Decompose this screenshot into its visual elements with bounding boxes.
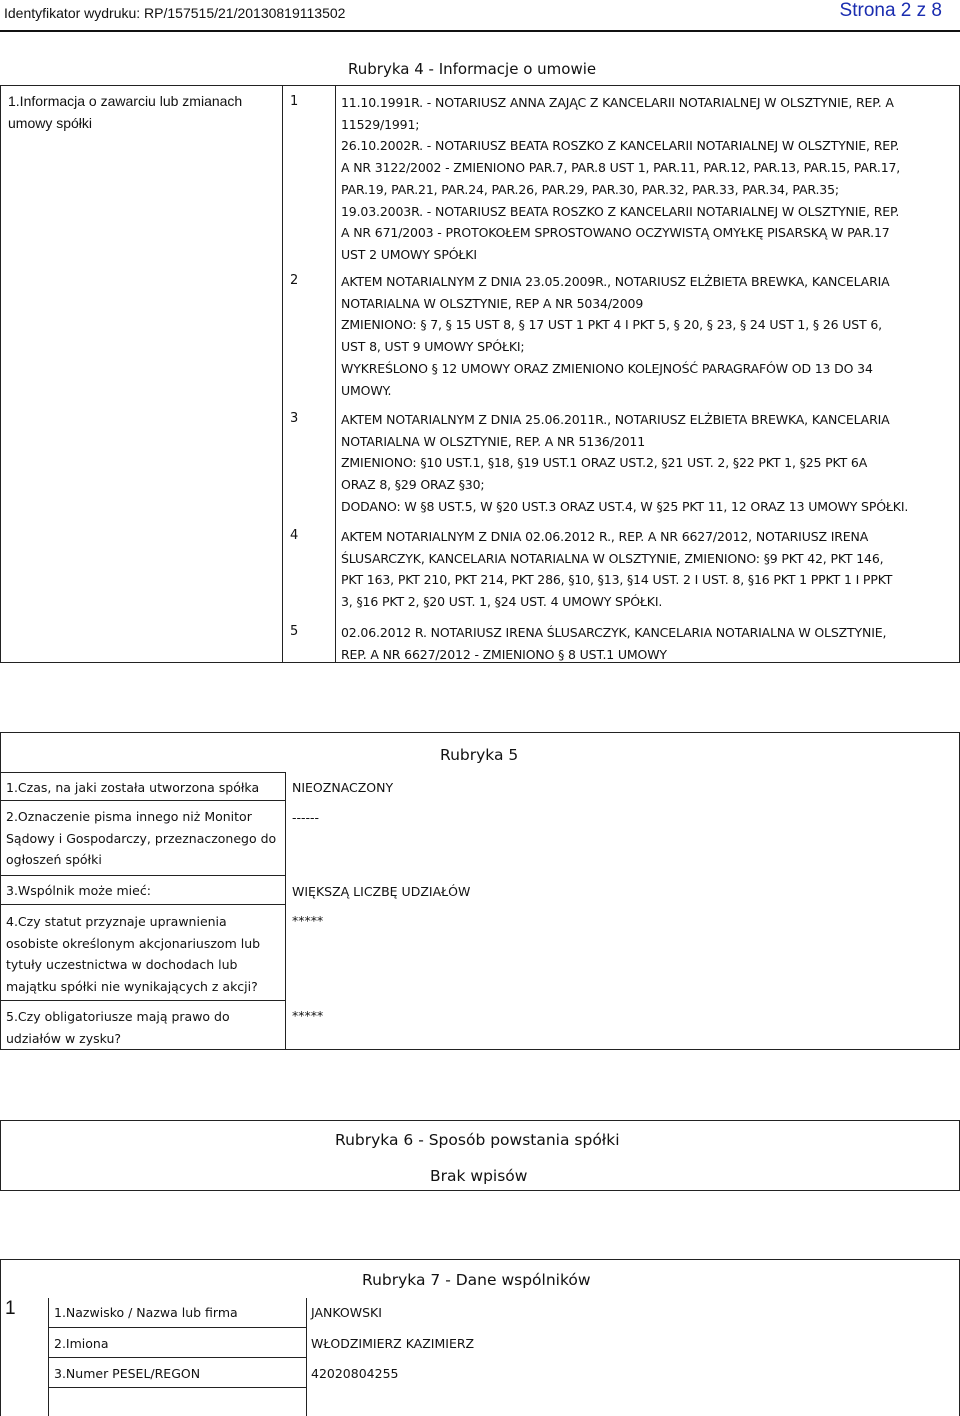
r7-row-rule <box>48 1357 307 1358</box>
r4-border-left <box>0 85 1 663</box>
entry-line: PKT 163, PKT 210, PKT 214, PKT 286, §10, §13, §14 UST. 2 I UST. 8, §16 PKT 1 PPKT 1 I PPKT <box>341 572 893 588</box>
entry-line: NOTARIALNA W OLSZTYNIE, REP. A NR 5136/2011 <box>341 433 645 449</box>
page-number: Strona 2 z 8 <box>839 0 942 21</box>
entry-line: UST 8, UST 9 UMOWY SPÓŁKI; <box>341 339 525 355</box>
r7-value: 42020804255 <box>311 1366 399 1381</box>
print-identifier: Identyfikator wydruku: RP/157515/21/20130819113502 <box>4 5 346 21</box>
entry-line: WYKREŚLONO § 12 UMOWY ORAZ ZMIENIONO KOLEJNOŚĆ PARAGRAFÓW OD 13 DO 34 <box>341 360 873 376</box>
entry-text <box>341 271 957 401</box>
r5-value: ***** <box>292 913 324 928</box>
rubryka7-title: Rubryka 7 - Dane wspólników <box>362 1271 591 1289</box>
r5-row-rule <box>0 772 286 773</box>
entry-line: A NR 671/2003 - PROTOKOŁEM SPROSTOWANO OCZYWISTĄ OMYŁKĘ PISARSKĄ W PAR.17 <box>341 225 890 241</box>
entry-text <box>341 92 957 266</box>
r4-divider-label <box>282 85 283 663</box>
entry-number: 1 <box>290 94 299 109</box>
r5-value: ------ <box>292 810 320 825</box>
entry-line: ZMIENIONO: §10 UST.1, §18, §19 UST.1 ORAZ UST.2, §21 UST. 2, §22 PKT 1, §25 PKT 6A <box>341 455 868 471</box>
r5-label: 5.Czy obligatoriusze mają prawo do udziałów w zysku? <box>6 1009 230 1046</box>
r7-label: 2.Imiona <box>54 1336 109 1351</box>
r7-label: 1.Nazwisko / Nazwa lub firma <box>54 1305 238 1320</box>
entry-line: DODANO: W §8 UST.5, W §20 UST.3 ORAZ UST.4, W §25 PKT 11, 12 ORAZ 13 UMOWY SPÓŁKI. <box>341 498 909 514</box>
rubryka6-title: Rubryka 6 - Sposób powstania spółki <box>335 1131 620 1149</box>
entry-line: 3, §16 PKT 2, §20 UST. 1, §24 UST. 4 UMOWY SPÓŁKI. <box>341 594 663 610</box>
entry-number: 3 <box>290 411 299 426</box>
rubryka6-value: Brak wpisów <box>430 1167 528 1185</box>
r5-divider <box>285 772 286 1050</box>
entry-text <box>341 409 957 518</box>
r5-row-rule <box>0 904 286 905</box>
entry-line: 02.06.2012 R. NOTARIUSZ IRENA ŚLUSARCZYK, KANCELARIA NOTARIALNA W OLSZTYNIE, <box>341 625 887 640</box>
entry-line: A NR 3122/2002 - ZMIENIONO PAR.7, PAR.8 UST 1, PAR.11, PAR.12, PAR.13, PAR.15, PAR.17, <box>341 160 901 176</box>
rubryka5-title: Rubryka 5 <box>440 746 519 764</box>
r4-divider-num <box>335 85 336 663</box>
r5-row-rule <box>0 875 286 876</box>
r4-border-top <box>0 85 960 86</box>
r5-value: ***** <box>292 1008 324 1023</box>
r5-value: WIĘKSZĄ LICZBĘ UDZIAŁÓW <box>292 884 471 899</box>
entry-line: REP. A NR 6627/2012 - ZMIENIONO § 8 UST.1 UMOWY <box>341 646 667 662</box>
r5-border-bottom <box>0 1049 960 1050</box>
entry-number: 5 <box>290 624 299 639</box>
print-header <box>0 0 960 28</box>
entry-line: PAR.19, PAR.21, PAR.24, PAR.26, PAR.29, PAR.30, PAR.32, PAR.33, PAR.34, PAR.35; <box>341 181 839 197</box>
r7-value: JANKOWSKI <box>311 1305 382 1320</box>
entry-number: 4 <box>290 528 299 543</box>
entry-line: 11529/1991; <box>341 116 420 132</box>
entry-number: 2 <box>290 273 299 288</box>
entry-line: AKTEM NOTARIALNYM Z DNIA 23.05.2009R., NOTARIUSZ ELŻBIETA BREWKA, KANCELARIA <box>341 274 890 289</box>
r7-border-left <box>0 1259 1 1416</box>
r6-border-left <box>0 1120 1 1191</box>
entry-line: ŚLUSARCZYK, KANCELARIA NOTARIALNA W OLSZTYNIE, ZMIENIONO: §9 PKT 42, PKT 146, <box>341 550 884 566</box>
entry-text <box>341 622 957 665</box>
entry-line: UMOWY. <box>341 382 392 398</box>
entry-line: 26.10.2002R. - NOTARIUSZ BEATA ROSZKO Z KANCELARII NOTARIALNEJ W OLSZTYNIE, REP. <box>341 138 900 154</box>
rubryka4-title: Rubryka 4 - Informacje o umowie <box>348 60 597 78</box>
entry-line: UST 2 UMOWY SPÓŁKI <box>341 246 477 262</box>
entry-line: NOTARIALNA W OLSZTYNIE, REP A NR 5034/2009 <box>341 295 644 311</box>
r5-label: 2.Oznaczenie pisma innego niż Monitor Sądowy i Gospodarczy, przeznaczonego do ogłoszeń spółki <box>6 809 277 867</box>
r6-border-top <box>0 1120 960 1121</box>
entry-line: AKTEM NOTARIALNYM Z DNIA 02.06.2012 R., REP. A NR 6627/2012, NOTARIUSZ IRENA <box>341 529 869 544</box>
r7-row-rule <box>48 1387 307 1388</box>
r5-label: 3.Wspólnik może mieć: <box>6 883 151 898</box>
entry-line: ZMIENIONO: § 7, § 15 UST 8, § 17 UST 1 PKT 4 I PKT 5, § 20, § 23, § 24 UST 1, § 26 UST 6, <box>341 317 882 333</box>
entry-text <box>341 526 957 613</box>
header-rule <box>0 30 960 32</box>
r7-border-top <box>0 1259 960 1260</box>
r7-index: 1 <box>5 1298 16 1319</box>
r7-row-rule <box>48 1327 307 1328</box>
entry-line: AKTEM NOTARIALNYM Z DNIA 25.06.2011R., NOTARIUSZ ELŻBIETA BREWKA, KANCELARIA <box>341 412 890 427</box>
r5-value: NIEOZNACZONY <box>292 780 394 795</box>
r7-label: 3.Numer PESEL/REGON <box>54 1366 201 1381</box>
r5-label: 4.Czy statut przyznaje uprawnienia osobiste określonym akcjonariuszom lub tytuły uczestnictwa w dochodach lub majątku spółki nie wynikających z akcji? <box>6 914 261 994</box>
entry-line: 19.03.2003R. - NOTARIUSZ BEATA ROSZKO Z KANCELARII NOTARIALNEJ W OLSZTYNIE, REP. <box>341 203 900 219</box>
r5-label: 1.Czas, na jaki została utworzona spółka <box>6 780 260 795</box>
rubryka4-label: 1.Informacja o zawarciu lub zmianach umowy spółki <box>8 93 243 131</box>
r6-border-bottom <box>0 1190 960 1191</box>
r7-value: WŁODZIMIERZ KAZIMIERZ <box>311 1336 475 1351</box>
r5-border-left <box>0 732 1 1050</box>
r5-row-rule <box>0 1000 286 1001</box>
entry-line: ORAZ 8, §29 ORAZ §30; <box>341 477 485 493</box>
r5-border-top <box>0 732 960 733</box>
r5-row-rule <box>0 800 286 801</box>
entry-line: 11.10.1991R. - NOTARIUSZ ANNA ZAJĄC Z KANCELARII NOTARIALNEJ W OLSZTYNIE, REP. A <box>341 95 894 110</box>
